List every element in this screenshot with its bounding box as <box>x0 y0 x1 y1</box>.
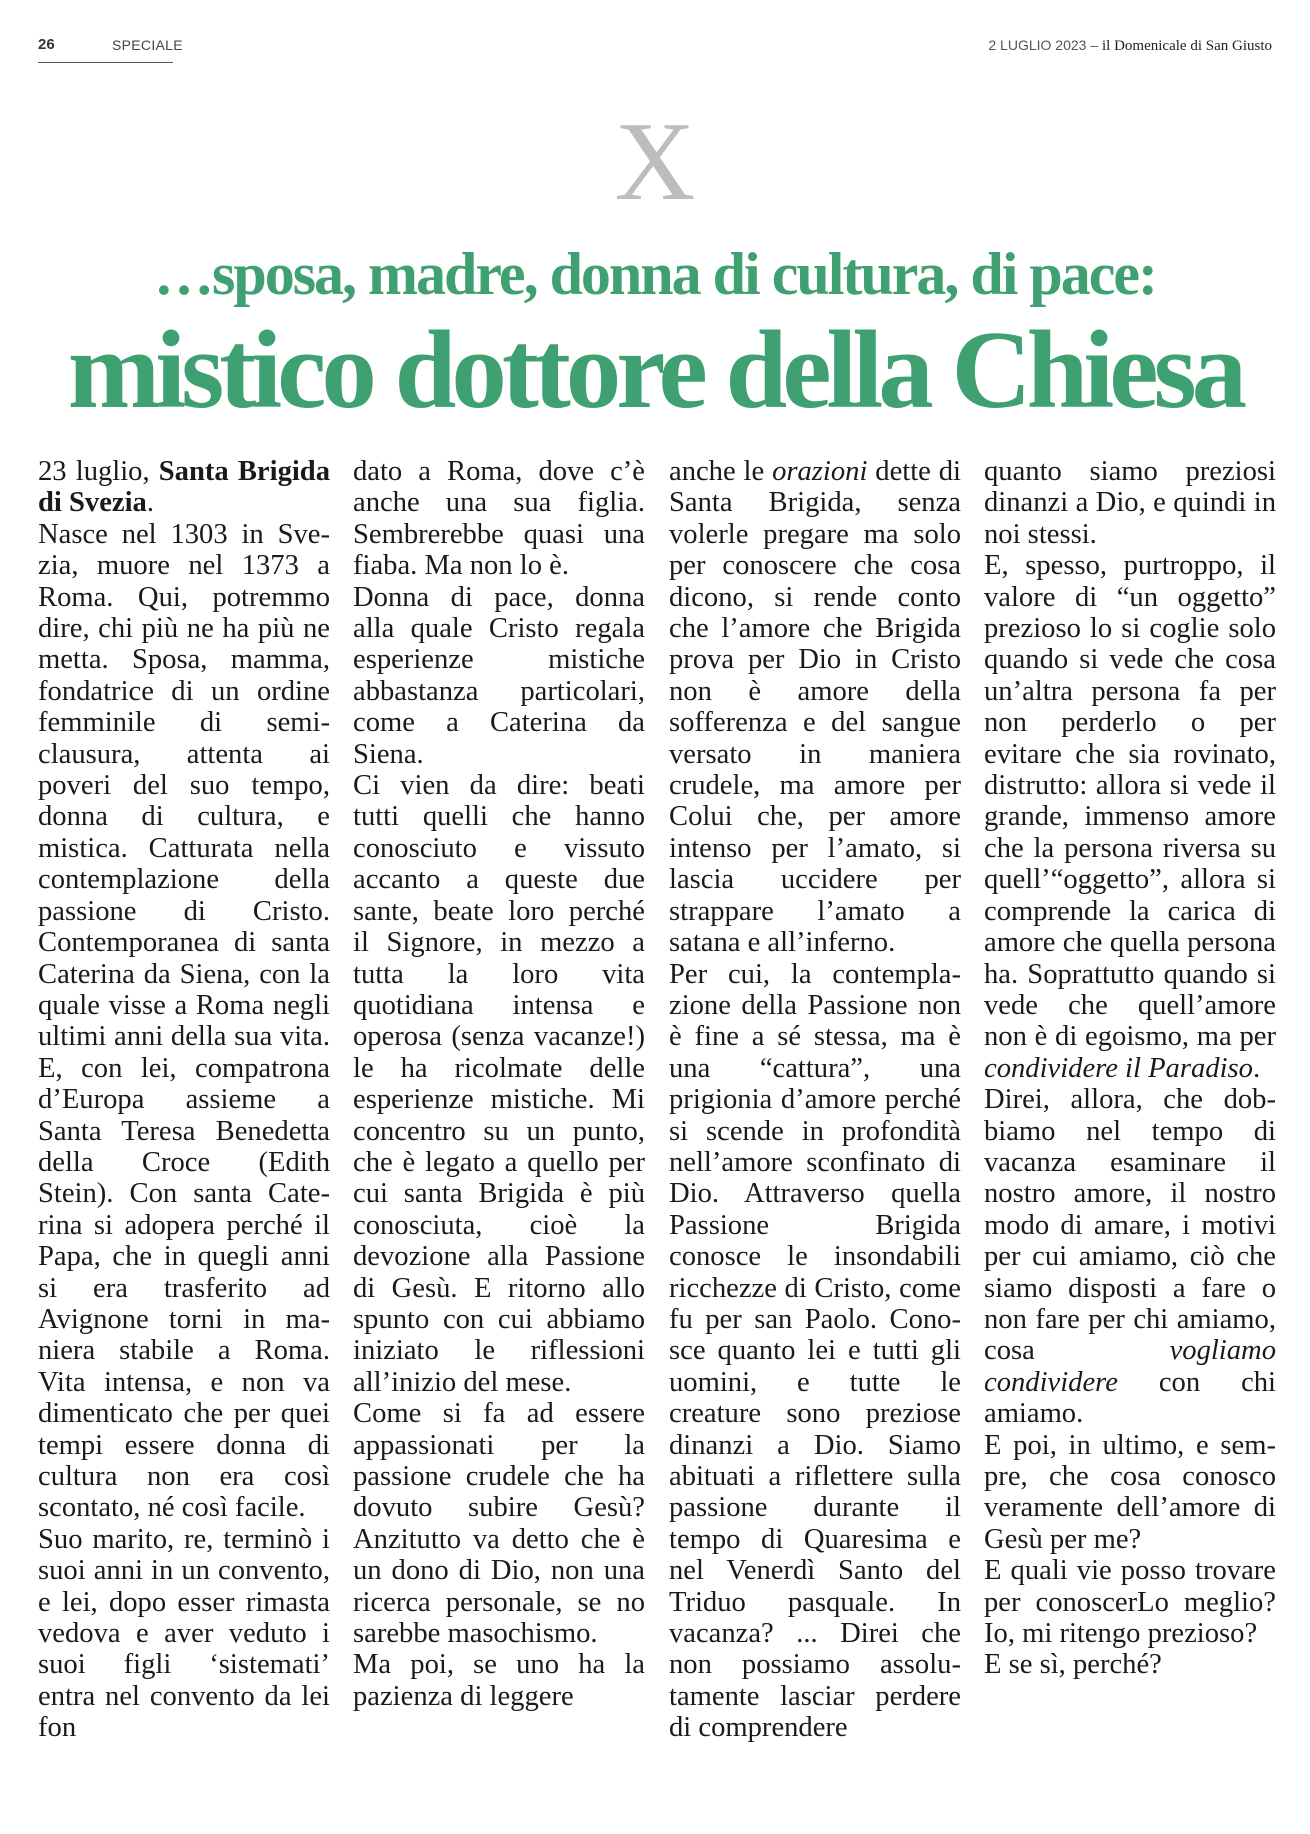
text-run: E, spesso, purtroppo, il valore di “un oggetto” prezioso lo si coglie solo quando si vede che cosa un’altra persona fa per non perderlo o per evitare che sia rovinato, distrutto: allora si vede il grande, immenso amore che la persona riversa su quell’“oggetto”, allora si comprende la carica di amore che quella persona ha. Soprattutto quando si vede che quell’amore non è di egoismo, ma per <box>984 550 1276 1053</box>
article-number: X <box>614 100 696 224</box>
paragraph: Ci vien da dire: beati tutti quelli che hanno conosciuto e vissuto accanto a queste due sante, beate loro perché il Signore, in mezzo a tutta la loro vita quotidiana intensa e operosa (senza vacanze!) le ha ricolmate delle esperienze mistiche. Mi concentro su un punto, che è legato a quello per cui santa Brigida è più conosciuta, cioè la devozione alla Passione di Gesù. E ritorno allo spunto con cui abbiamo iniziato le riflessioni all’inizio del mese. <box>353 770 645 1398</box>
page-header <box>38 36 1272 60</box>
saint-name: Santa Brigida di Svezia <box>38 456 331 519</box>
page-number: 26 <box>38 36 55 53</box>
text-run: con chi amiamo. <box>984 1366 1276 1430</box>
paragraph: E poi, in ultimo, e sempre, che cosa conosco veramente dell’amore di Gesù per me? <box>984 1429 1276 1555</box>
text-column-2 <box>353 456 645 1712</box>
article-headline: mistico dottore della Chiesa <box>67 309 1243 432</box>
emphasis: condividere il Paradiso <box>984 1052 1253 1084</box>
paragraph: quanto siamo preziosi dinanzi a Dio, e quindi in noi stessi. <box>984 456 1276 550</box>
issue-date: 2 LUGLIO 2023 – <box>988 37 1099 53</box>
section-label: SPECIALE <box>112 37 183 53</box>
paragraph: Come si fa ad essere appassionati per la passione crudele che ha dovuto subire Gesù? Anzitutto va detto che è un dono di Dio, non una ricerca personale, se no sarebbe masochismo. <box>353 1398 645 1650</box>
text-run: dette di Santa Brigida, senza volerle pregare ma solo per conoscere che cosa dicono, si rende conto che l’amore che Brigida prova per Dio in Cristo non è amore della sofferenza e del sangue versato in maniera crudele, ma amore per Colui che, per amore intenso per l’amato, si lascia uccidere per strappare l’amato a satana e all’inferno. <box>669 456 961 959</box>
text-column-4 <box>984 456 1276 1681</box>
text-run: anche le <box>669 456 773 487</box>
paragraph: Suo marito, re, terminò i suoi anni in un convento, e lei, dopo esser rimasta vedova e aver veduto i suoi figli ‘sistemati’ entra nel convento da lei fon <box>38 1523 330 1744</box>
paragraph: Nasce nel 1303 in Svezia, muore nel 1373 a Roma. Qui, potremmo dire, chi più ne ha più ne metta. Sposa, mamma, fondatrice di un ordine femminile di semi-clausura, attenta ai poveri del suo tempo, donna di cultura, e mistica. Catturata nella contemplazione della passione di Cristo. Contemporanea di santa Caterina da Siena, con la quale visse a Roma negli ultimi anni della sua vita. E, con lei, compatrona d’Europa assieme a Santa Teresa Benedetta della Croce (Edith Stein). Con santa Caterina si adopera perché il Papa, che in quegli anni si era trasferito ad Avignone torni in maniera stabile a Roma. Vita intensa, e non va dimenticato che per quei tempi essere donna di cultura non era così scontato, né così facile. <box>38 518 330 1524</box>
paragraph <box>984 1084 1276 1429</box>
paragraph <box>669 456 961 959</box>
emphasis: orazioni <box>772 456 868 487</box>
text-run: . <box>1252 1052 1261 1084</box>
paragraph: dato a Roma, dove c’è anche una sua figlia. Sembrerebbe quasi una fiaba. Ma non lo è. <box>353 456 645 582</box>
paragraph <box>984 550 1276 1084</box>
newspaper-name: il Domenicale di San Giusto <box>1102 38 1272 54</box>
text-column-3 <box>669 456 961 1744</box>
text-run: . <box>146 487 154 519</box>
article-kicker: …sposa, madre, donna di cultura, di pace: <box>153 241 1157 307</box>
paragraph: E quali vie posso trovare per conoscerLo meglio? Io, mi ritengo prezioso? <box>984 1555 1276 1650</box>
dateline <box>988 37 1272 55</box>
text-run: 23 luglio, <box>38 456 159 487</box>
text-column-1 <box>38 456 330 1744</box>
paragraph: E se sì, perché? <box>984 1649 1162 1681</box>
paragraph: Per cui, la contemplazione della Passione non è fine a sé stessa, ma è una “cattura”, una prigionia d’amore perché si scende in profondità nell’amore sconfinato di Dio. Attraverso quella Passione Brigida conosce le insondabili ricchezze di Cristo, come fu per san Paolo. Conosce quanto lei e tutti gli uomini, e tutte le creature sono preziose dinanzi a Dio. Siamo abituati a riflettere sulla passione durante il tempo di Quaresima e nel Venerdì Santo del Triduo pasquale. In vacanza? ... Direi che non possiamo assolutamente lasciar perdere di comprendere <box>669 958 961 1744</box>
paragraph: Ma poi, se uno ha la pazienza di leggere <box>353 1649 645 1712</box>
paragraph <box>38 456 330 519</box>
emphasis: vogliamo condividere <box>984 1335 1276 1398</box>
paragraph: Donna di pace, donna alla quale Cristo regala esperienze mistiche abbastanza particolari, come a Caterina da Siena. <box>353 581 645 770</box>
text-run: Direi, allora, che dobbiamo nel tempo di vacanza esaminare il nostro amore, il nostro modo di amare, i motivi per cui amiamo, ciò che siamo disposti a fare o non fare per chi amiamo, cosa <box>984 1084 1276 1367</box>
header-rule <box>38 62 173 63</box>
